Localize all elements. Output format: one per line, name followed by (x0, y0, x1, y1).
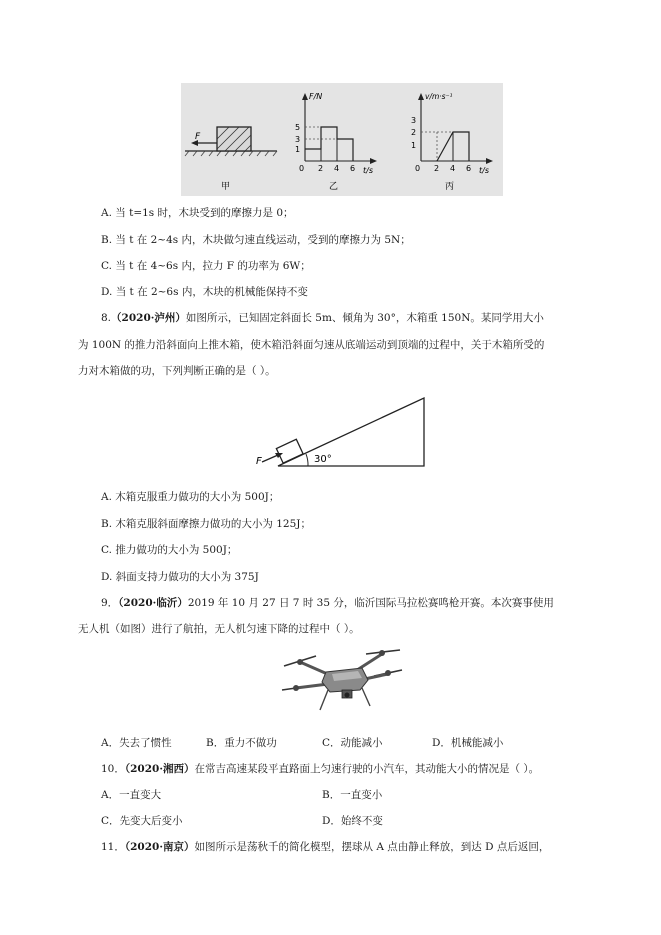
q7-option-c: C. 当 t 在 4~6s 内，拉力 F 的功率为 6W； (101, 260, 311, 272)
q9-option-c: C．动能减小 (322, 737, 383, 749)
q10-number: 10． (101, 763, 125, 775)
tick-yi-y-1: 1 (295, 145, 301, 154)
y-axis-label-yi: F/N (309, 92, 323, 101)
q7-option-d: D. 当 t 在 2~6s 内，木块的机械能保持不变 (101, 286, 308, 298)
tick-bing-y-3: 3 (411, 116, 417, 125)
q11-line1 (101, 840, 549, 854)
q7-option-a: A. 当 t=1s 时，木块受到的摩擦力是 0； (101, 207, 294, 219)
figure-force-velocity (181, 83, 503, 196)
q9-option-d: D．机械能减小 (432, 737, 504, 749)
force-label-jia: F (195, 132, 201, 142)
q8-option-c: C. 推力做功的大小为 500J； (101, 544, 238, 556)
x-axis-label-bing: t/s (479, 166, 489, 175)
q8-source: （2020·泸州） (111, 312, 186, 324)
tick-yi-y-5: 5 (295, 123, 301, 132)
q10-option-c: C．先变大后变小 (101, 815, 183, 827)
tick-bing-x-6: 6 (466, 164, 472, 173)
tick-yi-x-0: 0 (299, 164, 305, 173)
panel-label-bing: 丙 (445, 182, 455, 192)
tick-yi-x-2: 2 (318, 164, 324, 173)
tick-yi-x-4: 4 (334, 164, 340, 173)
q9-option-a: A．失去了惯性 (101, 737, 172, 749)
q8-option-d: D. 斜面支持力做功的大小为 375J (101, 571, 259, 583)
q10-source: （2020·湘西） (124, 763, 195, 775)
figure-svg (181, 83, 503, 196)
tick-bing-y-1: 1 (411, 141, 417, 150)
tick-bing-x-4: 4 (450, 164, 456, 173)
q11-text1: 如图所示是荡秋千的简化模型，摆球从 A 点由静止释放，到达 D 点后返回， (194, 841, 550, 853)
panel-jia (185, 127, 277, 192)
tick-yi-x-6: 6 (350, 164, 356, 173)
panel-label-jia: 甲 (221, 182, 231, 192)
q9-text1: 2019 年 10 月 27 日 7 时 35 分，临沂国际马拉松赛鸣枪开赛。本次赛事使用 (187, 597, 554, 609)
incline-force-label: F (256, 456, 262, 467)
tick-bing-x-2: 2 (434, 164, 440, 173)
drone-svg (280, 646, 404, 714)
q10-option-a: A．一直变大 (101, 789, 162, 801)
q9-option-b: B．重力不做功 (206, 737, 277, 749)
q11-source: （2020·南京） (124, 841, 195, 853)
q8-option-b: B. 木箱克服斜面摩擦力做功的大小为 125J； (101, 518, 311, 530)
q9-line1 (101, 596, 554, 610)
q7-option-b: B. 当 t 在 2~4s 内，木块做匀速直线运动，受到的摩擦力为 5N； (101, 234, 411, 246)
q10-text1: 在常吉高速某段平直路面上匀速行驶的小汽车，其动能大小的情况是（ ）。 (194, 763, 540, 775)
q9-source: （2020·临沂） (118, 597, 188, 609)
q8-line3: 力对木箱做的功，下列判断正确的是（ ）。 (78, 365, 276, 377)
q10-option-b: B．一直变小 (322, 789, 383, 801)
q9-line2: 无人机（如图）进行了航拍，无人机匀速下降的过程中（ ）。 (78, 623, 360, 635)
q9-number: 9． (101, 597, 119, 609)
tick-bing-y-2: 2 (411, 128, 417, 137)
y-axis-label-bing: v/m·s⁻¹ (425, 92, 453, 101)
q8-option-a: A. 木箱克服重力做功的大小为 500J； (101, 491, 280, 503)
tick-bing-x-0: 0 (415, 164, 421, 173)
q8-line2: 为 100N 的推力沿斜面向上推木箱，使木箱沿斜面匀速从底端运动到顶端的过程中，关于木箱所受的 (78, 339, 545, 351)
panel-bing (411, 92, 493, 192)
q8-line1 (101, 311, 544, 325)
x-axis-label-yi: t/s (363, 166, 373, 175)
incline-angle-label: 30° (314, 454, 332, 465)
q10-line1 (101, 762, 539, 776)
q11-number: 11． (101, 841, 125, 853)
q8-number: 8. (101, 312, 112, 324)
panel-yi (295, 92, 377, 192)
incline-svg (250, 392, 430, 472)
q10-option-d: D．始终不变 (322, 815, 383, 827)
q8-text1: 如图所示，已知固定斜面长 5m、倾角为 30°，木箱重 150N。某同学用大小 (185, 312, 544, 324)
tick-yi-y-3: 3 (295, 135, 301, 144)
figure-incline (250, 392, 430, 472)
panel-label-yi: 乙 (329, 182, 339, 192)
figure-drone (280, 646, 404, 714)
